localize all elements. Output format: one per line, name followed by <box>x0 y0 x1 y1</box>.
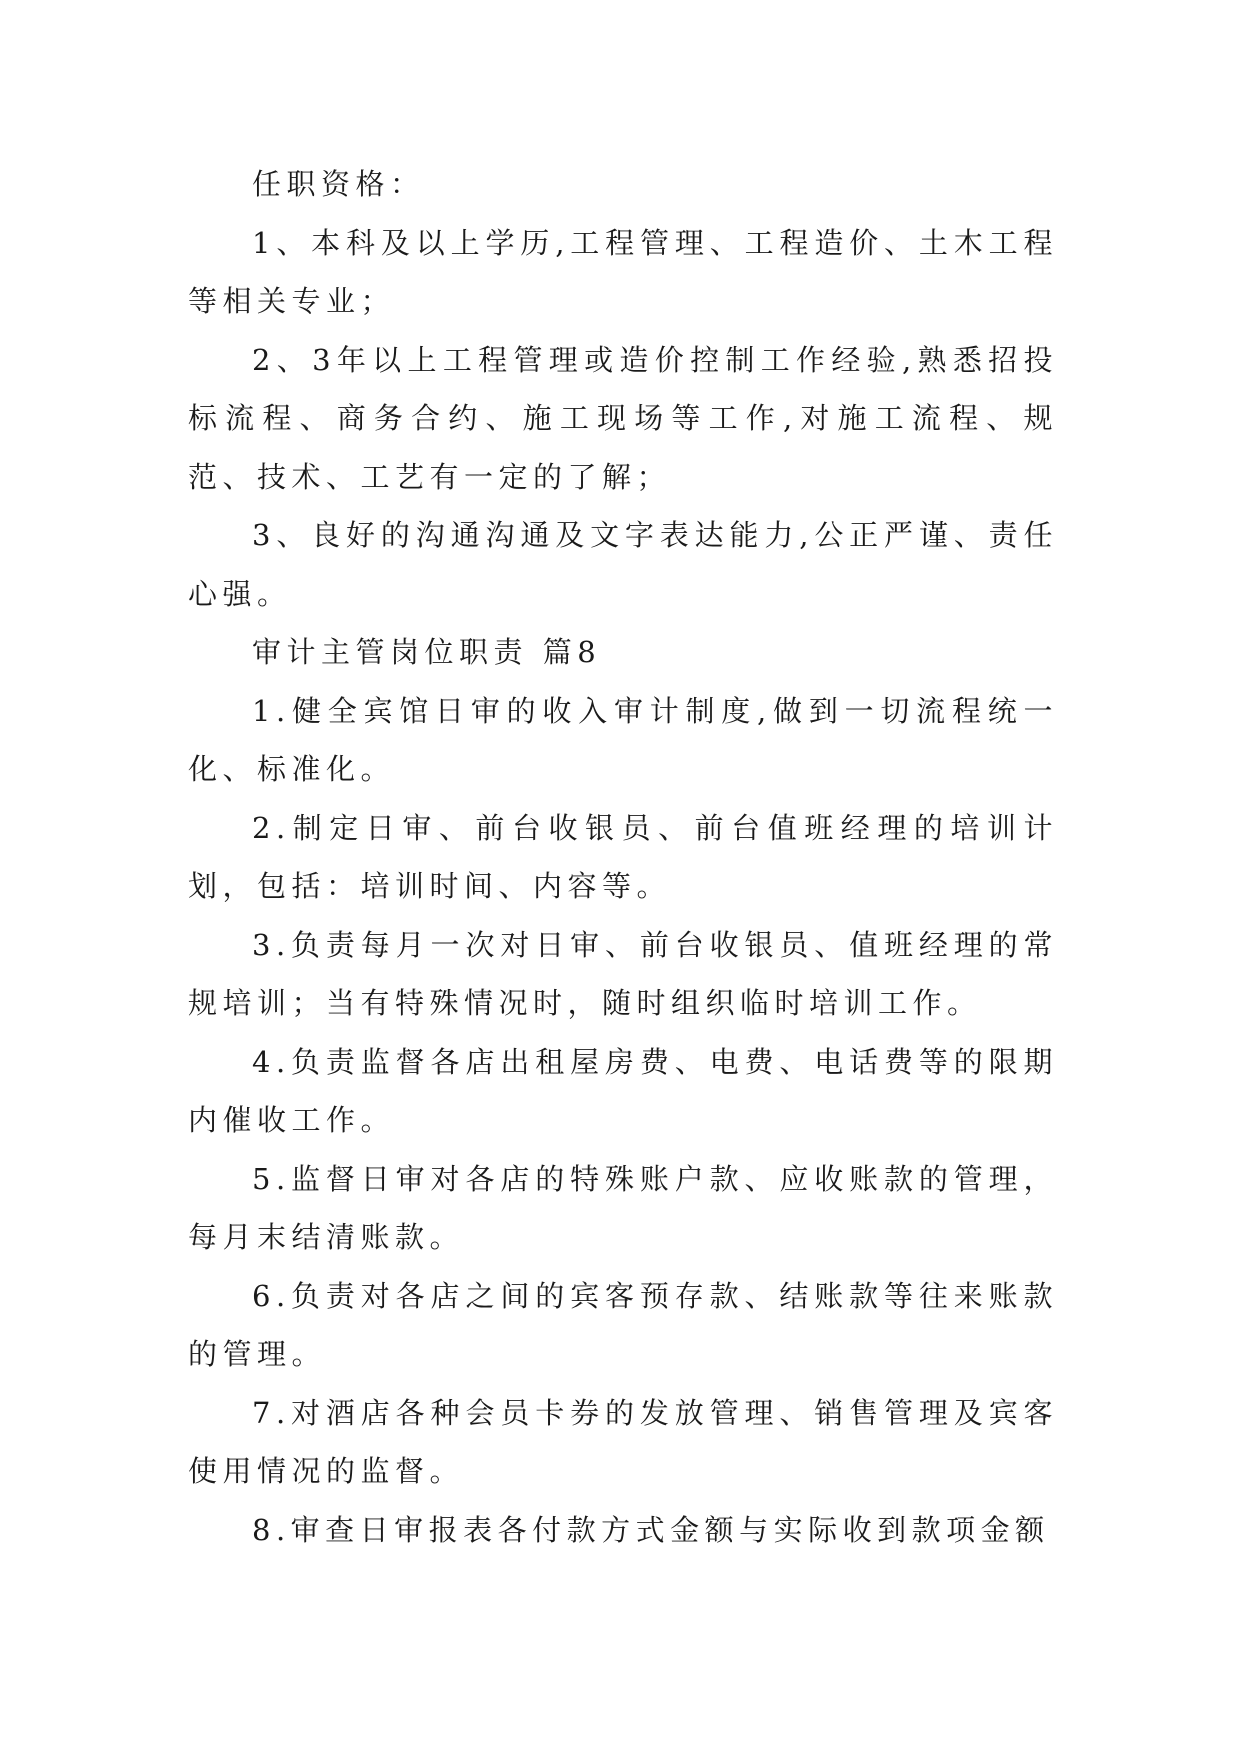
paragraph-qualification-1: 1、本科及以上学历,工程管理、工程造价、土木工程等相关专业； <box>188 225 1058 318</box>
document-body <box>188 155 1058 1559</box>
paragraph-duty-7: 7.对酒店各种会员卡券的发放管理、销售管理及宾客使用情况的监督。 <box>188 1395 1058 1488</box>
paragraph-qualification-3: 3、良好的沟通沟通及文字表达能力,公正严谨、责任心强。 <box>188 518 1058 611</box>
paragraph-duty-2: 2.制定日审、前台收银员、前台值班经理的培训计划，包括：培训时间、内容等。 <box>188 810 1058 903</box>
paragraph-duty-8: 8.审查日审报表各付款方式金额与实际收到款项金额 <box>252 1512 1050 1547</box>
paragraph-duty-6: 6.负责对各店之间的宾客预存款、结账款等往来账款的管理。 <box>188 1278 1058 1371</box>
paragraph-duty-4: 4.负责监督各店出租屋房费、电费、电话费等的限期内催收工作。 <box>188 1044 1058 1137</box>
section-heading-article-8: 审计主管岗位职责 篇8 <box>252 635 602 669</box>
paragraph-duty-3: 3.负责每月一次对日审、前台收银员、值班经理的常规培训；当有特殊情况时，随时组织临时培训工作。 <box>188 927 1058 1020</box>
paragraph-duty-1: 1.健全宾馆日审的收入审计制度,做到一切流程统一化、标准化。 <box>188 693 1058 786</box>
paragraph-qualification-2: 2、3年以上工程管理或造价控制工作经验,熟悉招投标流程、商务合约、施工现场等工作,对施工流程、规范、技术、工艺有一定的了解； <box>188 342 1058 494</box>
qualifications-heading: 任职资格： <box>252 167 425 201</box>
paragraph-duty-5: 5.监督日审对各店的特殊账户款、应收账款的管理，每月末结清账款。 <box>188 1161 1058 1254</box>
